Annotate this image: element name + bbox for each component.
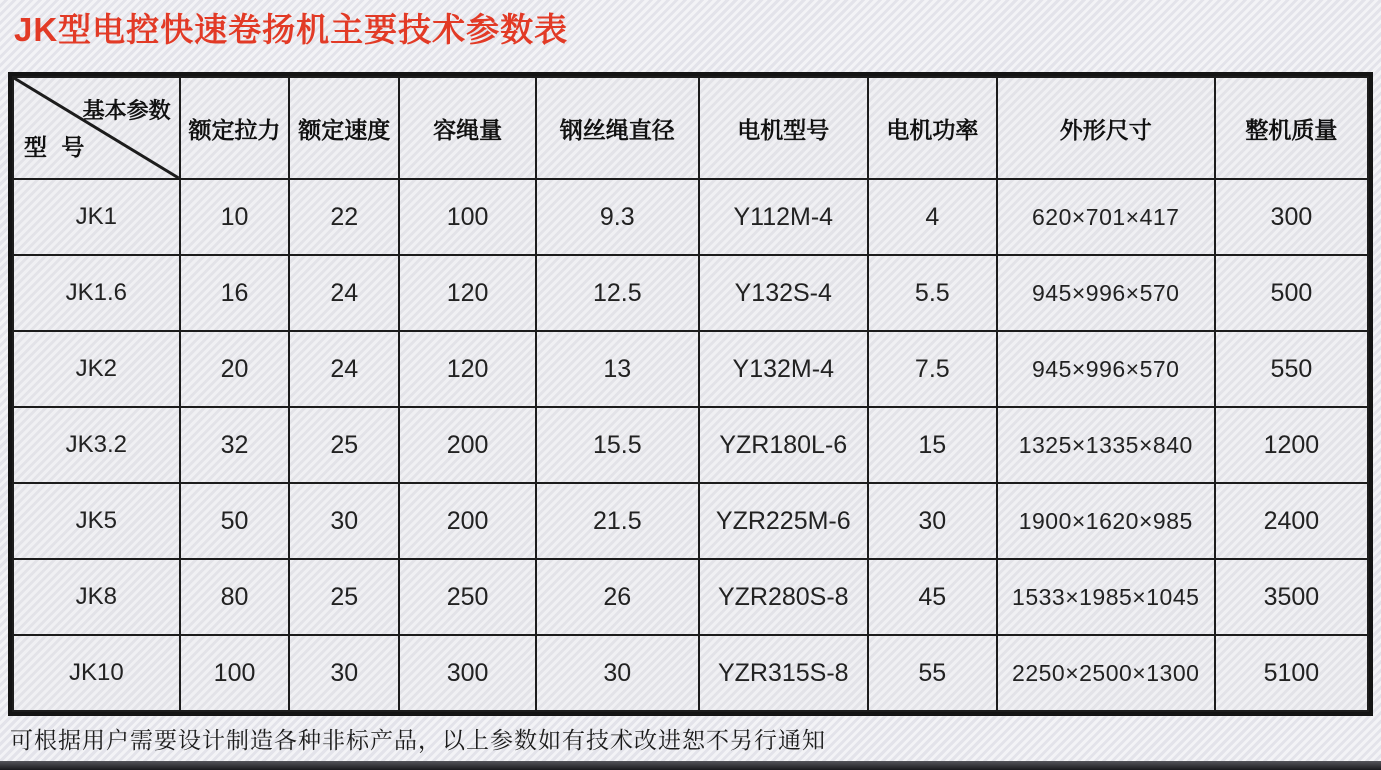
cell-motor-power: 15 xyxy=(868,407,997,483)
col-header-total-weight: 整机质量 xyxy=(1215,77,1368,179)
cell-rated-speed: 25 xyxy=(289,407,399,483)
col-header-motor-model: 电机型号 xyxy=(699,77,868,179)
table-row xyxy=(13,407,1368,483)
cell-model: JK3.2 xyxy=(13,407,180,483)
col-header-rope-capacity: 容绳量 xyxy=(399,77,536,179)
corner-label-basic-params: 基本参数 xyxy=(82,98,171,123)
table-row xyxy=(13,331,1368,407)
cell-model: JK5 xyxy=(13,483,180,559)
header-row xyxy=(13,77,1368,179)
cell-motor-power: 45 xyxy=(868,559,997,635)
scan-edge-strip xyxy=(0,761,1381,770)
footer-note: 可根据用户需要设计制造各种非标产品，以上参数如有技术改进恕不另行通知 xyxy=(10,727,826,753)
cell-dimensions: 2250×2500×1300 xyxy=(997,635,1215,711)
cell-motor-model: Y132S-4 xyxy=(699,255,868,331)
cell-rope-capacity: 120 xyxy=(399,331,536,407)
cell-total-weight: 1200 xyxy=(1215,407,1368,483)
cell-wire-diameter: 9.3 xyxy=(536,179,699,255)
cell-rope-capacity: 120 xyxy=(399,255,536,331)
cell-rated-speed: 30 xyxy=(289,483,399,559)
cell-total-weight: 5100 xyxy=(1215,635,1368,711)
table-row xyxy=(13,483,1368,559)
cell-motor-power: 7.5 xyxy=(868,331,997,407)
cell-rope-capacity: 200 xyxy=(399,483,536,559)
cell-model: JK1.6 xyxy=(13,255,180,331)
corner-header-cell xyxy=(13,77,180,179)
cell-model: JK1 xyxy=(13,179,180,255)
cell-dimensions: 945×996×570 xyxy=(997,255,1215,331)
cell-motor-model: YZR280S-8 xyxy=(699,559,868,635)
cell-model: JK8 xyxy=(13,559,180,635)
cell-rated-pull: 100 xyxy=(180,635,290,711)
cell-rope-capacity: 200 xyxy=(399,407,536,483)
spec-table xyxy=(12,76,1369,712)
cell-dimensions: 1325×1335×840 xyxy=(997,407,1215,483)
cell-rated-speed: 24 xyxy=(289,255,399,331)
cell-motor-power: 5.5 xyxy=(868,255,997,331)
col-header-motor-power: 电机功率 xyxy=(868,77,997,179)
cell-motor-model: YZR225M-6 xyxy=(699,483,868,559)
cell-rated-speed: 30 xyxy=(289,635,399,711)
diagonal-divider-line xyxy=(14,78,179,178)
cell-motor-power: 4 xyxy=(868,179,997,255)
cell-wire-diameter: 12.5 xyxy=(536,255,699,331)
cell-rated-speed: 24 xyxy=(289,331,399,407)
cell-wire-diameter: 30 xyxy=(536,635,699,711)
col-header-rated-speed: 额定速度 xyxy=(289,77,399,179)
cell-wire-diameter: 26 xyxy=(536,559,699,635)
cell-motor-model: Y112M-4 xyxy=(699,179,868,255)
page-title: JK型电控快速卷扬机主要技术参数表 xyxy=(14,11,569,48)
table-row xyxy=(13,179,1368,255)
cell-rated-pull: 16 xyxy=(180,255,290,331)
col-header-wire-diameter: 钢丝绳直径 xyxy=(536,77,699,179)
cell-motor-power: 55 xyxy=(868,635,997,711)
cell-motor-model: Y132M-4 xyxy=(699,331,868,407)
cell-dimensions: 620×701×417 xyxy=(997,179,1215,255)
cell-rope-capacity: 300 xyxy=(399,635,536,711)
cell-motor-power: 30 xyxy=(868,483,997,559)
cell-total-weight: 550 xyxy=(1215,331,1368,407)
table-row xyxy=(13,635,1368,711)
cell-model: JK2 xyxy=(13,331,180,407)
col-header-dimensions: 外形尺寸 xyxy=(997,77,1215,179)
cell-total-weight: 2400 xyxy=(1215,483,1368,559)
cell-model: JK10 xyxy=(13,635,180,711)
cell-total-weight: 3500 xyxy=(1215,559,1368,635)
table-row xyxy=(13,255,1368,331)
cell-rope-capacity: 100 xyxy=(399,179,536,255)
col-header-rated-pull: 额定拉力 xyxy=(180,77,290,179)
table-row xyxy=(13,559,1368,635)
cell-rated-pull: 32 xyxy=(180,407,290,483)
corner-label-model: 型 号 xyxy=(24,134,89,160)
cell-dimensions: 945×996×570 xyxy=(997,331,1215,407)
cell-total-weight: 500 xyxy=(1215,255,1368,331)
cell-rated-pull: 20 xyxy=(180,331,290,407)
cell-rated-pull: 50 xyxy=(180,483,290,559)
cell-dimensions: 1533×1985×1045 xyxy=(997,559,1215,635)
cell-motor-model: YZR180L-6 xyxy=(699,407,868,483)
cell-rated-pull: 80 xyxy=(180,559,290,635)
cell-motor-model: YZR315S-8 xyxy=(699,635,868,711)
cell-wire-diameter: 13 xyxy=(536,331,699,407)
cell-total-weight: 300 xyxy=(1215,179,1368,255)
spec-table-wrapper xyxy=(8,72,1373,716)
cell-rated-speed: 25 xyxy=(289,559,399,635)
cell-rated-pull: 10 xyxy=(180,179,290,255)
cell-rated-speed: 22 xyxy=(289,179,399,255)
cell-wire-diameter: 21.5 xyxy=(536,483,699,559)
cell-wire-diameter: 15.5 xyxy=(536,407,699,483)
cell-dimensions: 1900×1620×985 xyxy=(997,483,1215,559)
cell-rope-capacity: 250 xyxy=(399,559,536,635)
